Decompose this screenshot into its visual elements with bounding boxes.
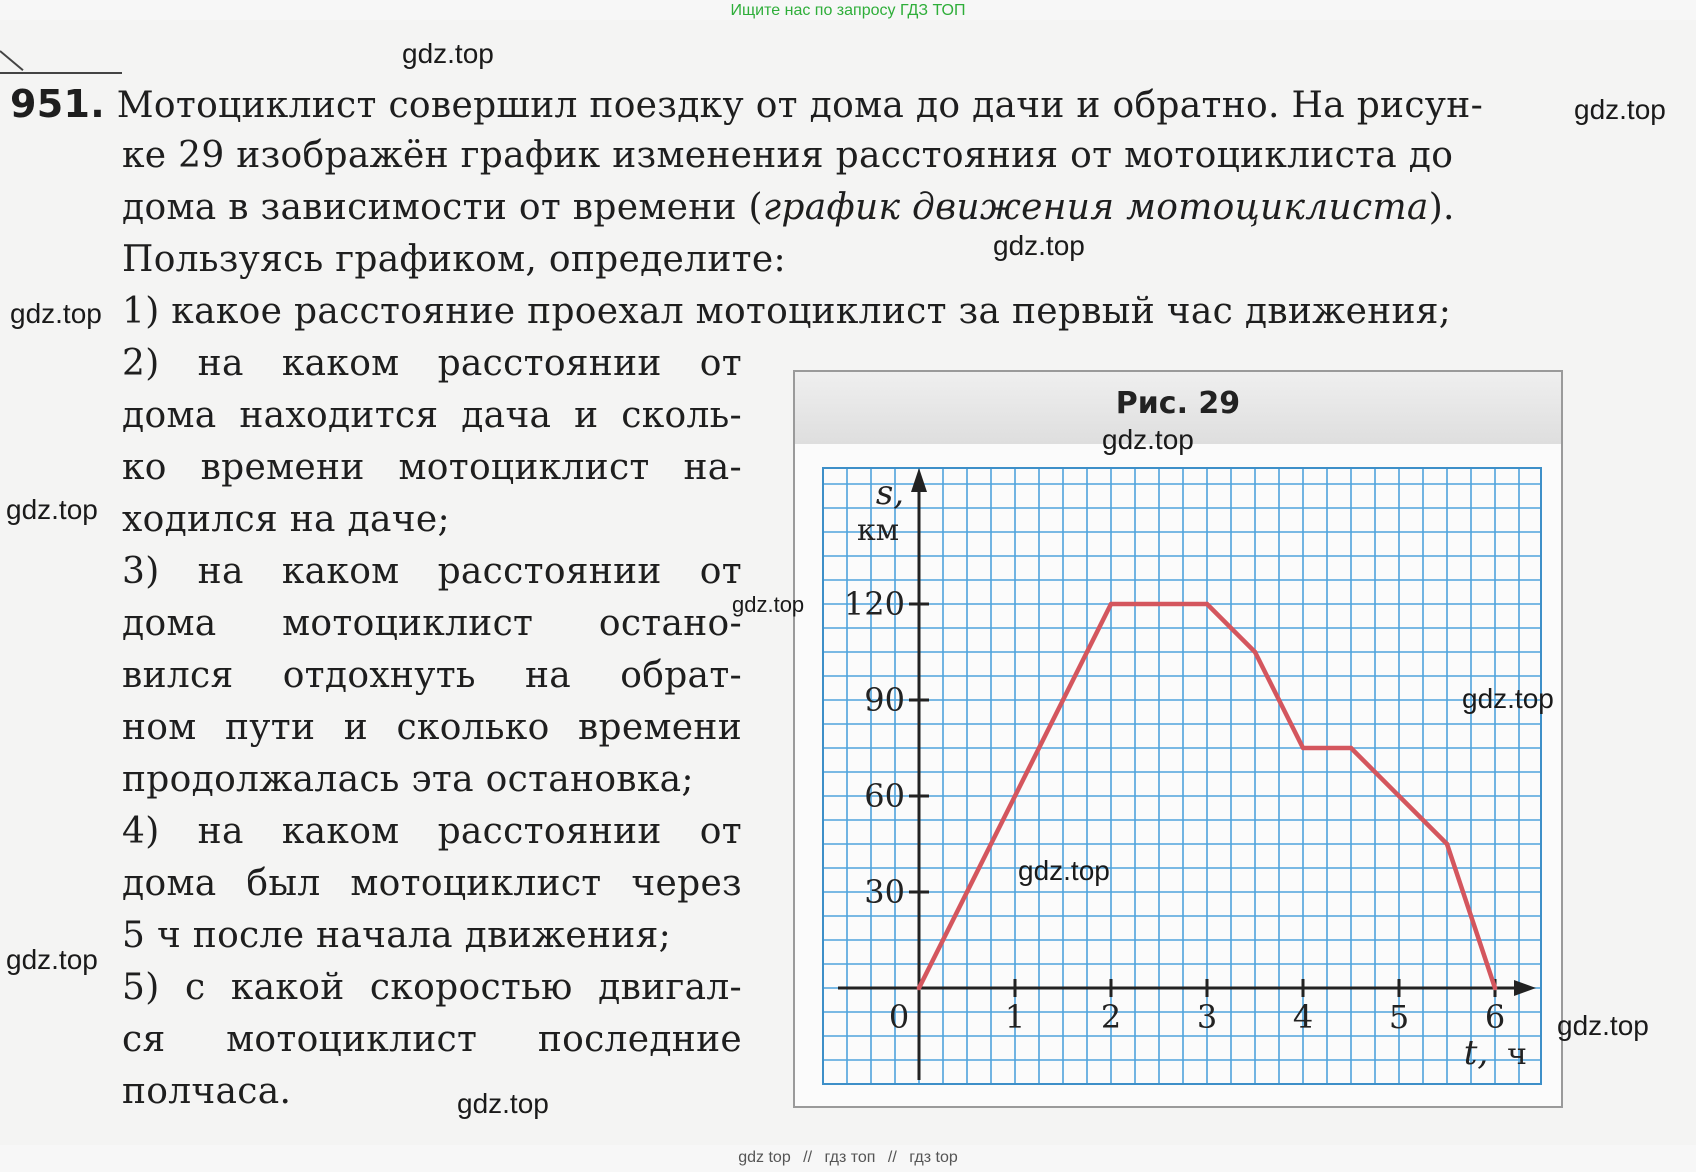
watermark: gdz.top	[1462, 683, 1554, 714]
watermark: gdz.top	[732, 592, 805, 617]
watermark: gdz.top	[993, 230, 1085, 261]
figure-title: Рис. 29	[1115, 386, 1241, 421]
y-axis-arrow	[911, 468, 927, 492]
question-2-line-2: дома находится дача и сколь-	[122, 395, 742, 436]
y-axis-unit: км	[856, 513, 900, 548]
series-point	[1253, 650, 1257, 654]
x-tick-label: 1	[1004, 998, 1026, 1036]
watermark: gdz.top	[1102, 424, 1194, 455]
problem-text-line-3-end: ).	[1428, 187, 1455, 228]
problem-text-line-1: Мотоциклист совершил поездку от дома до дачи и обратно. На рисун-	[116, 85, 1484, 126]
x-tick-label: 6	[1484, 998, 1506, 1036]
origin-label: 0	[888, 998, 910, 1036]
y-axis-variable: s,	[875, 473, 905, 513]
watermark: gdz.top	[457, 1088, 549, 1119]
problem-term-italic: график движения мотоциклиста	[762, 187, 1429, 228]
x-axis-unit: ч	[1507, 1037, 1527, 1072]
bottom-link[interactable]: гдз top	[909, 1149, 958, 1166]
bottom-link[interactable]: гдз топ	[824, 1149, 876, 1166]
watermark: gdz.top	[1557, 1010, 1649, 1041]
grid-border	[823, 468, 1541, 1084]
question-3-line-1: 3) на каком расстоянии от	[122, 551, 742, 592]
series-point	[917, 986, 921, 990]
y-tick-label: 120	[843, 585, 905, 623]
x-tick-label: 2	[1100, 998, 1122, 1036]
question-5-line-2: ся мотоциклист последние	[122, 1019, 742, 1060]
watermark: gdz.top	[1018, 855, 1110, 886]
bottom-separator: //	[887, 1149, 897, 1166]
chart-labels	[844, 473, 1527, 1073]
x-axis-arrow	[1514, 980, 1536, 996]
problem-text-line-2: ке 29 изображён график изменения расстояния от мотоциклиста до	[122, 135, 1454, 176]
watermark: gdz.top	[6, 944, 98, 975]
watermark: gdz.top	[1574, 94, 1666, 125]
series-point	[1493, 986, 1497, 990]
series-point	[1109, 602, 1113, 606]
x-tick-label: 5	[1388, 998, 1410, 1036]
y-tick-label: 90	[864, 681, 905, 719]
bottom-links	[0, 1146, 1696, 1170]
search-banner[interactable]: Ищите нас по запросу ГДЗ ТОП	[730, 2, 966, 19]
watermark: gdz.top	[6, 494, 98, 525]
x-tick-label: 3	[1196, 998, 1218, 1036]
watermark: gdz.top	[402, 38, 494, 69]
question-5-line-1: 5) с какой скоростью двигал-	[122, 967, 742, 1008]
question-3-line-4: ном пути и сколько времени	[122, 707, 742, 748]
question-4-line-2: дома был мотоциклист через	[122, 863, 742, 904]
series-point	[1397, 794, 1401, 798]
bottom-separator: //	[803, 1149, 813, 1166]
question-1: 1) какое расстояние проехал мотоциклист за первый час движения;	[122, 291, 1452, 332]
question-3-line-2: дома мотоциклист остано-	[122, 603, 742, 644]
problem-text-line-4: Пользуясь графиком, определите:	[122, 239, 786, 280]
question-4-line-1: 4) на каком расстоянии от	[122, 811, 742, 852]
series-point	[1205, 602, 1209, 606]
question-5-line-3: полчаса.	[122, 1071, 292, 1112]
problem-text-line-3-start: дома в зависимости от времени (	[122, 187, 763, 228]
series-point	[1445, 842, 1449, 846]
watermark: gdz.top	[10, 298, 102, 329]
question-3-line-3: вился отдохнуть на обрат-	[122, 655, 742, 696]
series-point	[1301, 746, 1305, 750]
y-tick-label: 60	[864, 777, 905, 815]
problem-number: 951.	[10, 82, 105, 126]
y-tick-label: 30	[864, 873, 905, 911]
bottom-link[interactable]: gdz top	[738, 1149, 791, 1166]
series-point	[1013, 794, 1017, 798]
question-2-line-3: ко времени мотоциклист на-	[122, 447, 742, 488]
question-3-line-5: продолжалась эта остановка;	[122, 759, 694, 800]
x-axis-variable: t,	[1463, 1033, 1489, 1073]
question-2-line-1: 2) на каком расстоянии от	[122, 343, 742, 384]
x-tick-label: 4	[1292, 998, 1314, 1036]
chart-grid	[823, 468, 1541, 1084]
series-point	[1349, 746, 1353, 750]
question-4-line-3: 5 ч после начала движения;	[122, 915, 672, 956]
question-2-line-4: ходился на даче;	[122, 499, 450, 540]
